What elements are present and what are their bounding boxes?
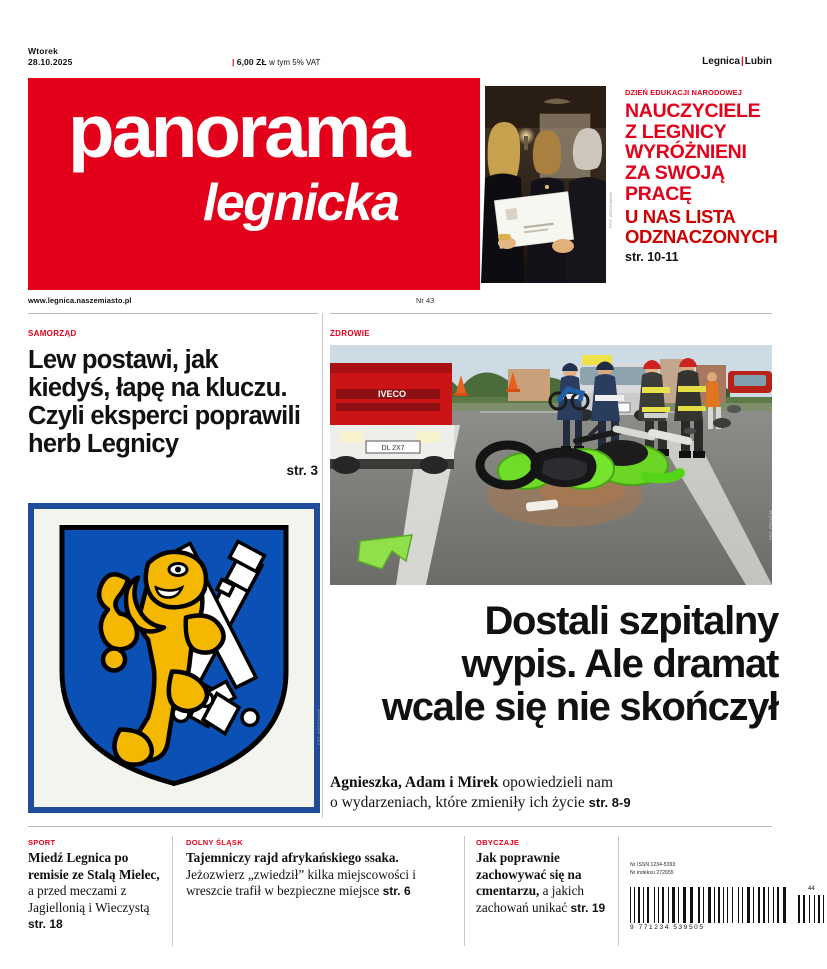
weekday-label: Wtorek (28, 46, 59, 56)
teachers-award-photo-illustration (485, 86, 606, 283)
bottom-story-2-lead: Tajemniczy rajd afrykańskiego ssaka. (186, 850, 399, 865)
promo-headline-bold-1: U NAS LISTA (625, 206, 736, 228)
bottom-divider-2 (464, 836, 465, 946)
price-vat: w tym 5% VAT (269, 58, 321, 67)
bottom-story-1-kicker: SPORT (28, 838, 56, 847)
bottom-story-dolny-slask[interactable] (186, 838, 456, 900)
edition-lubin: Lubin (744, 56, 772, 67)
top-bar (0, 46, 800, 76)
bottom-story-2-text (186, 850, 456, 900)
left-story[interactable] (28, 329, 320, 478)
barcode-addon (798, 885, 827, 923)
bottom-story-1-lead: Miedź Legnica po remisie ze Stalą Mielec, (28, 850, 160, 882)
legnica-coat-of-arms-illustration (54, 522, 294, 790)
price-amount: 6,00 ZŁ (236, 57, 267, 67)
bottom-story-3-lead: Jak poprawnie zachowywać się na cmentarzu, (476, 850, 582, 898)
left-headline-line-2: kiedyś, łapę na kluczu. (28, 374, 287, 403)
bottom-story-sport[interactable] (28, 838, 164, 933)
promo-headline (625, 101, 777, 204)
bottom-story-1-text (28, 850, 164, 933)
bottom-story-1-rest: a przed meczami z Jagiellonią i Wieczystą (28, 883, 150, 915)
left-story-page-reference: str. 3 (286, 463, 318, 478)
promo-text-block[interactable] (625, 88, 777, 264)
bottom-divider-1 (172, 836, 173, 946)
promo-kicker: DZIEŃ EDUKACJI NARODOWEJ (625, 88, 742, 97)
price-divider: | (232, 57, 235, 67)
left-story-kicker: SAMORZĄD (28, 329, 77, 338)
motorcycle-accident-illustration (330, 345, 772, 585)
divider-right (330, 313, 772, 314)
divider-left (28, 313, 318, 314)
fire-truck (330, 363, 454, 474)
left-headline-line-4: herb Legnicy (28, 430, 179, 459)
bottom-story-3-page: str. 19 (570, 900, 606, 915)
bottom-story-2-page: str. 6 (382, 884, 411, 898)
website-url[interactable]: www.legnica.naszemiasto.pl (28, 296, 132, 305)
promo-headline-bold-2: ODZNACZONYCH (625, 226, 778, 248)
svg-text:IVECO: IVECO (377, 389, 407, 399)
issue-number: Nr 43 (416, 296, 435, 305)
coat-of-arms-credit: FOT. ARCHIWUM (316, 709, 321, 745)
column-divider-vertical (322, 313, 323, 818)
price-info (232, 57, 320, 67)
promo-headline-line-1: NAUCZYCIELE (625, 100, 761, 122)
barcode-main (630, 887, 789, 923)
barcode-bars (630, 885, 815, 923)
promo-headline-line-3: WYRÓŻNIENI (625, 141, 747, 164)
main-headline-line-3: wcale się nie skończył (381, 684, 778, 729)
main-story-subtitle (330, 773, 772, 813)
bottom-story-3-rest: a jakich zachowań unikać (476, 883, 585, 915)
main-subtitle-text-1: opowiedzieli nam (498, 774, 613, 791)
bottom-story-3-text (476, 850, 608, 916)
edition-list (702, 56, 772, 67)
bottom-story-2-kicker: DOLNY ŚLĄSK (186, 838, 243, 847)
bottom-story-obyczaje[interactable] (476, 838, 608, 916)
main-story-kicker: ZDROWIE (330, 329, 370, 338)
promo-page-reference: str. 10-11 (625, 250, 679, 265)
main-subtitle-names: Agnieszka, Adam i Mirek (330, 774, 499, 791)
bottom-story-2-rest: Jeżozwierz „zwiedził” kilka miejscowości i wreszcie trafił w bezpieczne miejsce (186, 866, 416, 898)
publication-date (28, 46, 73, 69)
bottom-divider (28, 826, 772, 827)
barcode-number: 9 771234 539505 (630, 923, 705, 931)
svg-text:DL 2X7: DL 2X7 (381, 445, 405, 452)
barcode-addon-number: 44 (808, 885, 815, 892)
bottom-divider-3 (618, 836, 619, 946)
promo-photo (485, 86, 606, 283)
edition-separator: | (740, 56, 744, 67)
issn-info (630, 862, 780, 878)
edition-legnica: Legnica (702, 56, 740, 67)
promo-headline-line-4: ZA SWOJĄ PRACĘ (625, 161, 725, 205)
date-label: 28.10.2025 (28, 57, 73, 68)
main-headline-line-2: wypis. Ale dramat (461, 641, 778, 686)
main-headline-line-1: Dostali szpitalny (484, 599, 778, 643)
promo-photo-credit: FOT. ARCHIWUM (608, 192, 613, 228)
main-story-kicker-wrap (330, 329, 772, 338)
masthead-title: panorama (68, 89, 408, 173)
issn-line-2: Nr indeksu 272655 (630, 869, 674, 876)
left-headline-line-1: Lew postawi, jak (28, 346, 219, 374)
main-story-headline[interactable] (330, 600, 778, 728)
main-story-photo-credit: FOT. POLICJA (768, 509, 773, 540)
main-subtitle-text-2: o wydarzeniach, które zmieniły ich życie (330, 794, 589, 812)
left-headline-line-3: Czyli eksperci poprawili (28, 402, 301, 431)
masthead-block (28, 78, 480, 290)
bottom-story-1-page: str. 18 (28, 917, 63, 931)
promo-headline-line-2: Z LEGNICY (625, 120, 727, 143)
coat-of-arms-inner (54, 522, 294, 795)
bottom-story-3-kicker: OBYCZAJE (476, 838, 520, 847)
masthead-subtitle: legnicka (203, 174, 399, 232)
left-story-headline (28, 346, 320, 458)
promo-headline-bold (625, 207, 777, 247)
main-story-page-reference: str. 8-9 (588, 795, 631, 811)
coat-of-arms-image (28, 503, 320, 813)
issn-line-1: Nr ISSN 1234-5393 (630, 862, 676, 868)
main-story-photo (330, 345, 772, 585)
barcode-block (630, 862, 815, 931)
